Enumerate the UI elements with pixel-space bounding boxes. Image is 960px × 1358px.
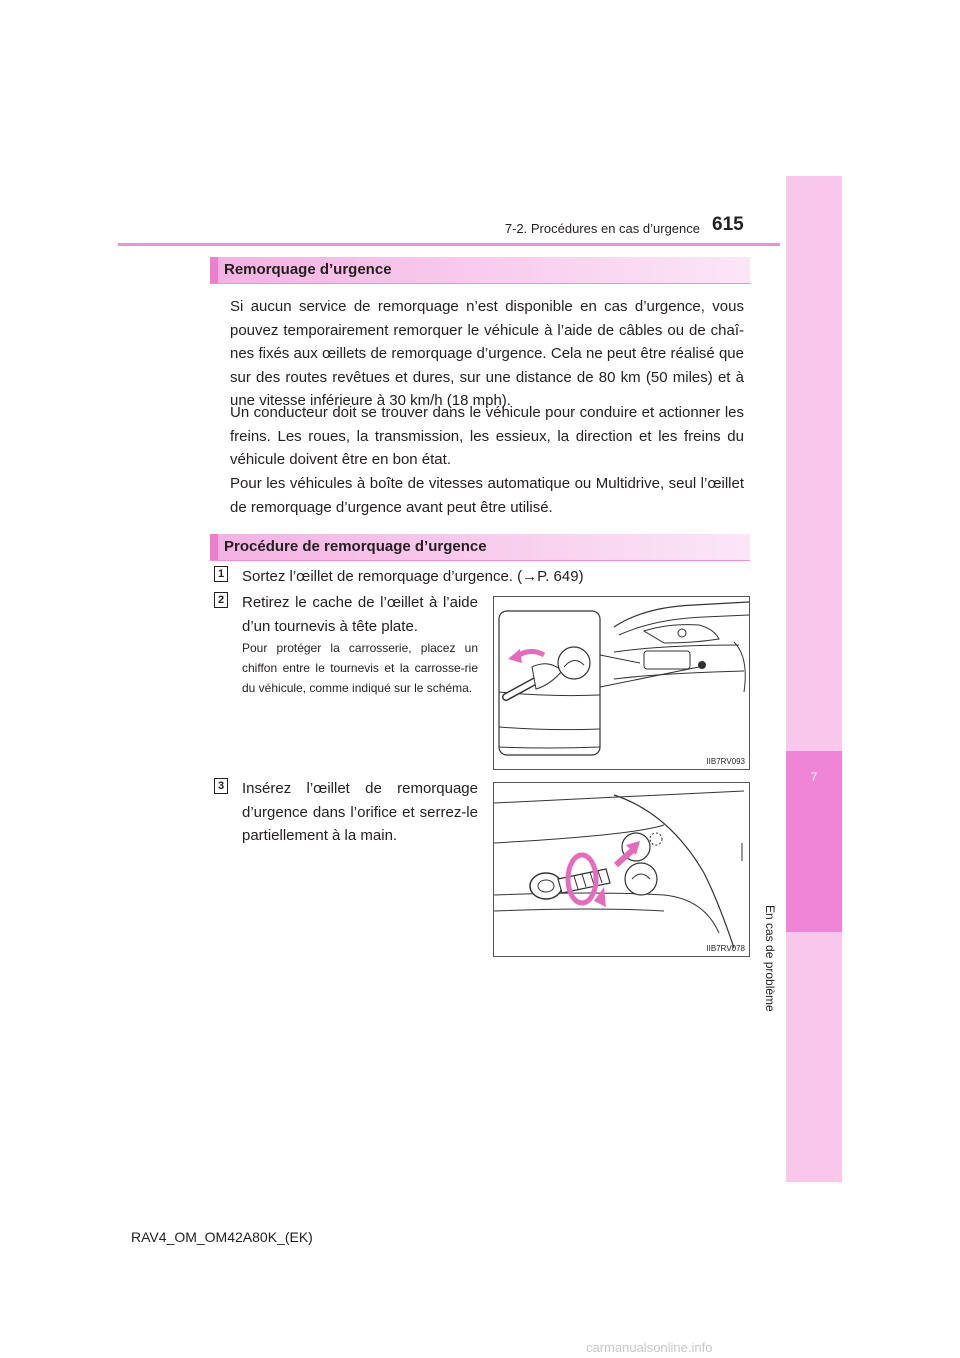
heading-accent bbox=[210, 534, 218, 560]
section-heading-towing bbox=[210, 257, 750, 284]
chapter-side-tab bbox=[786, 176, 842, 1182]
heading-accent bbox=[210, 257, 218, 283]
figure-code: IIB7RV093 bbox=[706, 757, 745, 766]
step-note: Pour protéger la carrosserie, placez un chiffon entre le tournevis et la carrosse-rie du véhicule, comme indiqué sur le schéma. bbox=[242, 641, 478, 695]
section-heading-procedure bbox=[210, 534, 750, 561]
paragraph-intro: Si aucun service de remorquage n’est disponible en cas d’urgence, vous pouvez temporairement remorquer le véhicule à l’aide de câbles ou de chaî-nes fixés aux œillets de remorquage d’urgence. Cela ne peut être réalisé que sur des routes revêtues et dures, sur une distance de 80 km (50 miles) et à une vitesse inférieure à 30 km/h (18 mph). bbox=[230, 298, 744, 409]
page-number: 615 bbox=[712, 214, 744, 235]
step-number-box: 3 bbox=[214, 778, 228, 794]
section-title: Remorquage d’urgence bbox=[224, 261, 392, 278]
chapter-number: 7 bbox=[810, 770, 818, 784]
step-text: Retirez le cache de l’œillet à l’aide d’un tournevis à tête plate. bbox=[242, 594, 478, 635]
chapter-label: En cas de problème bbox=[763, 905, 777, 1012]
figure-code: IIB7RV078 bbox=[706, 944, 745, 953]
remove-cover-illustration bbox=[494, 597, 749, 769]
header-section-title: 7-2. Procédures en cas d’urgence bbox=[504, 221, 700, 236]
insert-eyelet-illustration bbox=[494, 783, 749, 956]
step-number-box: 2 bbox=[214, 592, 228, 608]
section-title: Procédure de remorquage d’urgence bbox=[224, 538, 487, 555]
header-rule bbox=[118, 243, 780, 246]
figure-insert-eyelet bbox=[493, 782, 750, 957]
watermark: carmanualsonline.info bbox=[586, 1340, 713, 1355]
step-text: Sortez l’œillet de remorquage d’urgence. (→P. 649) bbox=[242, 568, 584, 585]
paragraph-driver: Un conducteur doit se trouver dans le véhicule pour conduire et actionner les freins. Les roues, la transmission, les essieux, la direction et les freins du véhicule doivent être en bon état. bbox=[230, 404, 744, 468]
step-text: Insérez l’œillet de remorquage d’urgence dans l’orifice et serrez-le partiellement à la main. bbox=[242, 780, 478, 844]
step-number-box: 1 bbox=[214, 566, 228, 582]
figure-remove-cover bbox=[493, 596, 750, 770]
model-code: RAV4_OM_OM42A80K_(EK) bbox=[131, 1229, 313, 1245]
paragraph-transmission: Pour les véhicules à boîte de vitesses automatique ou Multidrive, seul l’œillet de remorquage d’urgence avant peut être utilisé. bbox=[230, 475, 744, 516]
